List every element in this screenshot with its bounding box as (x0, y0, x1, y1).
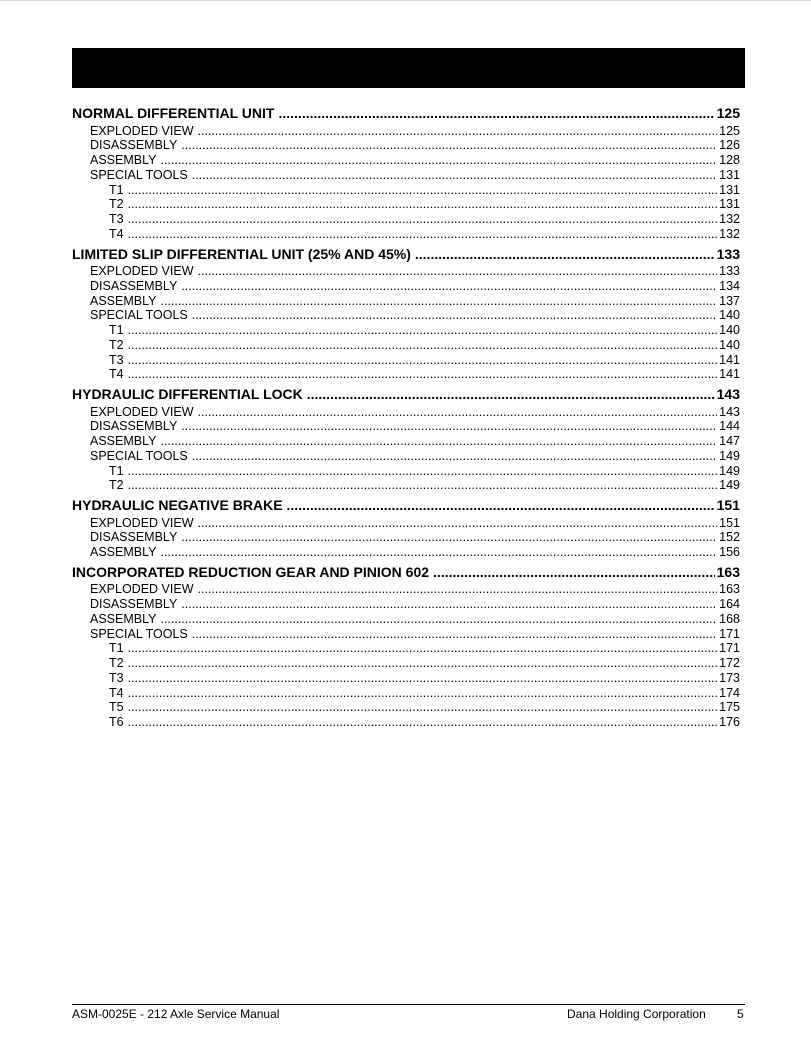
toc-item-page: 132 (719, 226, 740, 241)
toc-subitem[interactable] (72, 323, 740, 338)
toc-item-label: T6 (109, 715, 124, 729)
toc-subitem[interactable] (72, 686, 740, 701)
toc-subitem[interactable] (72, 700, 740, 715)
toc-item-page: 141 (719, 367, 740, 382)
toc-item-label: SPECIAL TOOLS (90, 626, 188, 641)
toc-item[interactable] (72, 597, 740, 612)
toc-item-page: 164 (719, 597, 740, 611)
toc-item-page: 134 (719, 278, 740, 293)
toc-dot-leader (307, 384, 715, 405)
toc-subitem[interactable] (72, 656, 740, 671)
toc-dot-leader (128, 715, 718, 730)
toc-item-page: 126 (719, 138, 740, 153)
toc-section-heading[interactable] (72, 244, 740, 265)
toc-dot-leader (128, 700, 718, 715)
toc-item-label: ASSEMBLY (90, 293, 157, 308)
toc-item-page: 168 (719, 611, 740, 626)
toc-item-label: T4 (109, 226, 124, 241)
toc-item[interactable] (72, 582, 740, 597)
toc-dot-leader (128, 183, 718, 198)
toc-item[interactable] (72, 516, 740, 531)
toc-section (72, 103, 740, 242)
toc-item[interactable] (72, 627, 740, 642)
toc-item-page: 149 (719, 448, 740, 463)
toc-dot-leader (192, 627, 717, 642)
footer-manual-title: ASM-0025E - 212 Axle Service Manual (72, 1007, 280, 1021)
footer-page-number: 5 (737, 1007, 744, 1021)
toc-dot-leader (181, 530, 717, 545)
toc-dot-leader (181, 419, 717, 434)
toc-dot-leader (160, 153, 717, 168)
toc-item-page: 128 (719, 153, 740, 167)
toc-dot-leader (181, 279, 717, 294)
toc-item-label: T4 (109, 685, 124, 700)
toc-dot-leader (278, 103, 714, 124)
toc-item[interactable] (72, 153, 740, 168)
toc-item-label: T1 (109, 323, 124, 337)
toc-dot-leader (181, 138, 717, 153)
table-of-contents (72, 103, 740, 730)
toc-subitem[interactable] (72, 641, 740, 656)
toc-item-page: 144 (719, 419, 740, 434)
toc-section-heading[interactable] (72, 384, 740, 405)
toc-dot-leader (128, 197, 718, 212)
toc-dot-leader (192, 308, 717, 323)
toc-item-page: 156 (719, 545, 740, 559)
toc-dot-leader (198, 264, 718, 279)
toc-subitem[interactable] (72, 353, 740, 368)
toc-item-label: T3 (109, 670, 124, 685)
top-rule (0, 0, 811, 1)
toc-dot-leader (198, 124, 718, 139)
toc-item-page: 171 (719, 626, 740, 641)
toc-item-page: 137 (719, 293, 740, 308)
toc-subitem[interactable] (72, 183, 740, 198)
toc-item-label: T3 (109, 352, 124, 367)
toc-section-page: 163 (716, 563, 740, 580)
toc-item-label: ASSEMBLY (90, 611, 157, 626)
footer-rule (72, 1004, 745, 1005)
toc-item-label: EXPLODED VIEW (90, 264, 194, 278)
toc-item[interactable] (72, 294, 740, 309)
toc-item-page: 149 (719, 463, 740, 478)
toc-subitem[interactable] (72, 197, 740, 212)
toc-item-label: EXPLODED VIEW (90, 404, 194, 419)
toc-section-page: 151 (716, 497, 740, 513)
toc-subitem[interactable] (72, 671, 740, 686)
toc-dot-leader (128, 353, 718, 368)
toc-subitem[interactable] (72, 212, 740, 227)
toc-dot-leader (287, 495, 715, 516)
toc-item-page: 175 (719, 700, 740, 715)
toc-item-label: T2 (109, 656, 124, 670)
toc-subitem[interactable] (72, 478, 740, 493)
toc-item-label: EXPLODED VIEW (90, 582, 194, 597)
toc-item-page: 131 (719, 182, 740, 197)
toc-dot-leader (160, 434, 717, 449)
toc-dot-leader (160, 545, 717, 560)
toc-item-page: 151 (719, 515, 740, 530)
toc-item-page: 141 (719, 352, 740, 367)
toc-item-label: ASSEMBLY (90, 545, 157, 559)
toc-item-label: T1 (109, 463, 124, 478)
toc-section (72, 244, 740, 383)
toc-dot-leader (128, 686, 718, 701)
toc-item-label: DISASSEMBLY (90, 530, 178, 545)
toc-item[interactable] (72, 138, 740, 153)
toc-section (72, 562, 740, 730)
toc-subitem[interactable] (72, 715, 740, 730)
toc-item-label: DISASSEMBLY (90, 597, 178, 611)
toc-section-heading[interactable] (72, 495, 740, 516)
toc-item[interactable] (72, 545, 740, 560)
toc-dot-leader (192, 168, 717, 183)
toc-item[interactable] (72, 530, 740, 545)
toc-section-title: LIMITED SLIP DIFFERENTIAL UNIT (25% AND 45%) (72, 245, 411, 262)
toc-subitem[interactable] (72, 227, 740, 242)
toc-item-page: 152 (719, 530, 740, 545)
toc-dot-leader (128, 671, 718, 686)
toc-item-label: SPECIAL TOOLS (90, 448, 188, 463)
toc-item[interactable] (72, 419, 740, 434)
toc-item-label: T2 (109, 337, 124, 352)
toc-item-label: SPECIAL TOOLS (90, 308, 188, 323)
toc-section-heading[interactable] (72, 562, 740, 583)
toc-item-page: 172 (719, 656, 740, 670)
toc-section-heading[interactable] (72, 103, 740, 124)
toc-item[interactable] (72, 449, 740, 464)
toc-section-page: 143 (716, 386, 740, 402)
toc-item-label: T2 (109, 478, 124, 493)
toc-dot-leader (198, 582, 718, 597)
toc-dot-leader (128, 212, 718, 227)
toc-dot-leader (160, 294, 717, 309)
toc-item-label: T1 (109, 641, 124, 656)
toc-section (72, 384, 740, 493)
toc-dot-leader (128, 367, 718, 382)
toc-section-page: 125 (716, 105, 740, 121)
toc-item-page: 143 (719, 404, 740, 419)
toc-item-page: 133 (719, 264, 740, 278)
toc-item-page: 176 (719, 715, 740, 729)
toc-item-label: EXPLODED VIEW (90, 123, 194, 138)
toc-item-label: T3 (109, 212, 124, 226)
toc-section-title: HYDRAULIC DIFFERENTIAL LOCK (72, 386, 303, 402)
toc-item-page: 163 (719, 582, 740, 597)
toc-item[interactable] (72, 405, 740, 420)
toc-item-label: T2 (109, 197, 124, 212)
toc-item-page: 132 (719, 212, 740, 226)
toc-item-page: 173 (719, 670, 740, 685)
toc-item-label: DISASSEMBLY (90, 278, 178, 293)
toc-item-page: 131 (719, 167, 740, 182)
toc-subitem[interactable] (72, 464, 740, 479)
toc-dot-leader (128, 641, 718, 656)
toc-item-page: 174 (719, 685, 740, 700)
toc-item[interactable] (72, 264, 740, 279)
toc-dot-leader (415, 244, 715, 265)
toc-item-page: 140 (719, 337, 740, 352)
toc-subitem[interactable] (72, 338, 740, 353)
toc-dot-leader (128, 227, 718, 242)
toc-item[interactable] (72, 612, 740, 627)
toc-dot-leader (128, 323, 718, 338)
toc-item[interactable] (72, 308, 740, 323)
toc-dot-leader (160, 612, 717, 627)
toc-section-title: INCORPORATED REDUCTION GEAR AND PINION 602 (72, 563, 430, 580)
toc-dot-leader (128, 338, 718, 353)
toc-section-title: NORMAL DIFFERENTIAL UNIT (72, 105, 275, 121)
toc-item[interactable] (72, 279, 740, 294)
toc-dot-leader (192, 449, 717, 464)
toc-item-label: T4 (109, 367, 124, 382)
toc-dot-leader (128, 478, 718, 493)
toc-item-page: 171 (719, 641, 740, 656)
toc-item-label: DISASSEMBLY (90, 138, 178, 153)
toc-item-label: T1 (109, 182, 124, 197)
toc-item[interactable] (72, 434, 740, 449)
toc-item-label: SPECIAL TOOLS (90, 167, 188, 182)
toc-item-label: ASSEMBLY (90, 153, 157, 167)
toc-dot-leader (128, 656, 718, 671)
toc-subitem[interactable] (72, 367, 740, 382)
toc-section (72, 495, 740, 560)
toc-item-page: 131 (719, 197, 740, 212)
toc-dot-leader (433, 562, 715, 583)
toc-item[interactable] (72, 124, 740, 139)
toc-dot-leader (198, 405, 718, 420)
toc-item-page: 149 (719, 478, 740, 493)
header-bar (72, 48, 745, 88)
toc-item[interactable] (72, 168, 740, 183)
toc-dot-leader (181, 597, 717, 612)
toc-dot-leader (198, 516, 718, 531)
toc-item-page: 125 (719, 123, 740, 138)
toc-section-page: 133 (716, 245, 740, 262)
toc-item-label: T5 (109, 700, 124, 715)
toc-item-page: 147 (719, 434, 740, 448)
toc-item-label: EXPLODED VIEW (90, 515, 194, 530)
toc-dot-leader (128, 464, 718, 479)
toc-section-title: HYDRAULIC NEGATIVE BRAKE (72, 497, 283, 513)
toc-item-label: DISASSEMBLY (90, 419, 178, 434)
toc-item-page: 140 (719, 323, 740, 337)
footer-company: Dana Holding Corporation (567, 1007, 706, 1021)
toc-item-label: ASSEMBLY (90, 434, 157, 448)
toc-item-page: 140 (719, 308, 740, 323)
